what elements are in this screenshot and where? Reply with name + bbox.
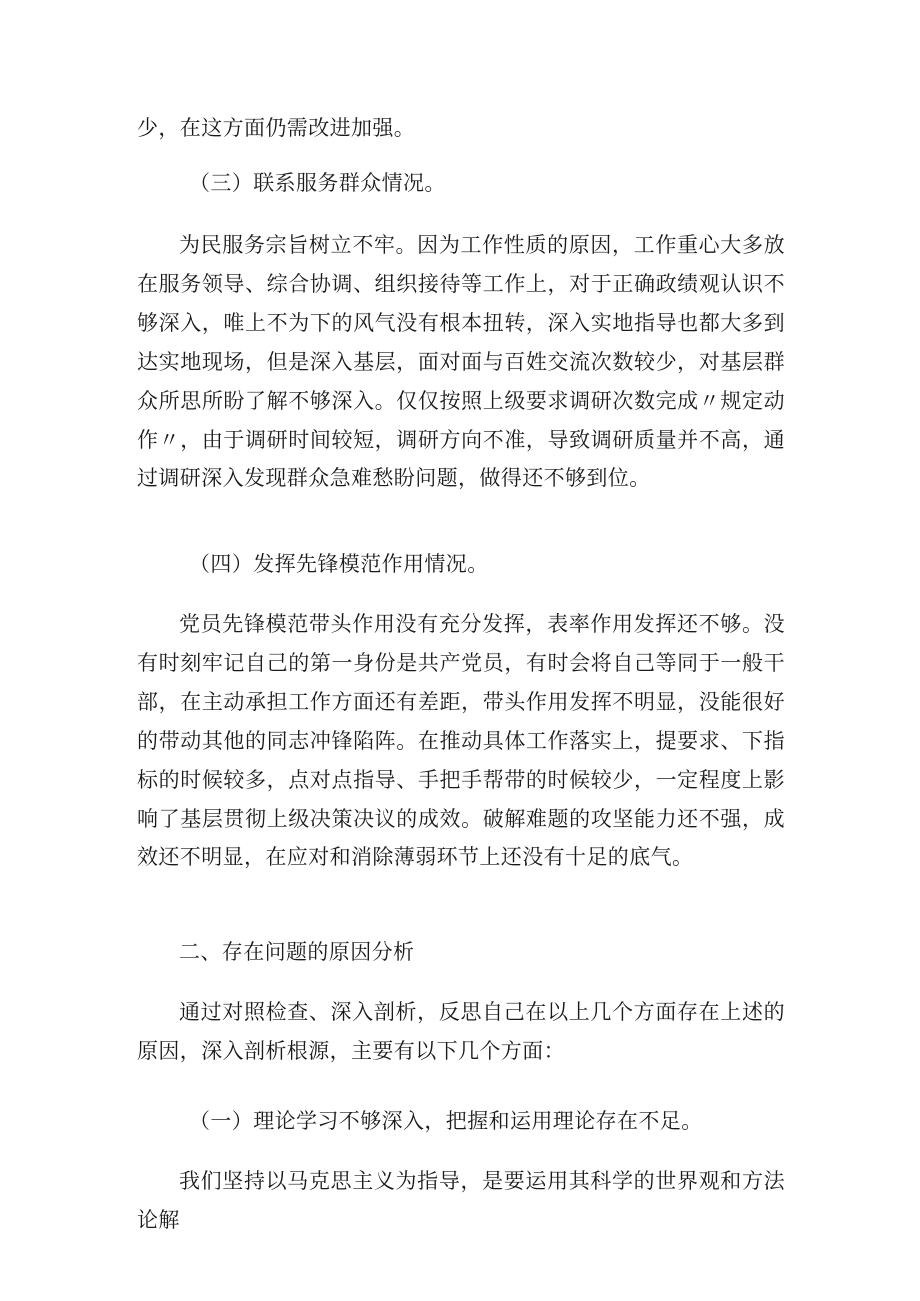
section-heading-three: （三）联系服务群众情况。: [189, 171, 446, 195]
section-heading-four: （四）发挥先锋模范作用情况。: [189, 552, 489, 576]
paragraph-continuation: 少，在这方面仍需改进加强。: [137, 116, 416, 140]
section-heading-cause-analysis: 二、存在问题的原因分析: [179, 940, 415, 964]
section-heading-one: （一）理论学习不够深入，把握和运用理论存在不足。: [189, 1109, 703, 1133]
paragraph-vanguard-role: 党员先锋模范带头作用没有充分发挥，表率作用发挥还不够。没有时刻牢记自己的第一身份是共产党员，有时会将自己等同于一般干部，在主动承担工作方面还有差距，带头作用发挥不明显，没能很好的带动其他的同志冲锋陷阵。在推动具体工作落实上，提要求、下指标的时候较多，点对点指导、手把手帮带的时候较少，一定程度上影响了基层贯彻上级决策决议的成效。破解难题的攻坚能力还不强，成效还不明显，在应对和消除薄弱环节上还没有十足的底气。: [137, 612, 785, 870]
paragraph-service-masses: 为民服务宗旨树立不牢。因为工作性质的原因，工作重心大多放在服务领导、综合协调、组织接待等工作上，对于正确政绩观认识不够深入，唯上不为下的风气没有根本扭转，深入实地指导也都大多到达实地现场，但是深入基层，面对面与百姓交流次数较少，对基层群众所思所盼了解不够深入。仅仅按照上级要求调研次数完成〃规定动作〃，由于调研时间较短，调研方向不准，导致调研质量并不高，通过调研深入发现群众急难愁盼问题，做得还不够到位。: [137, 233, 785, 491]
paragraph-marxism-guidance: 我们坚持以马克思主义为指导，是要运用其科学的世界观和方法论解: [137, 1169, 785, 1232]
paragraph-introduction-causes: 通过对照检查、深入剖析，反思自己在以上几个方面存在上述的原因，深入剖析根源，主要有以下几个方面：: [137, 1000, 785, 1063]
